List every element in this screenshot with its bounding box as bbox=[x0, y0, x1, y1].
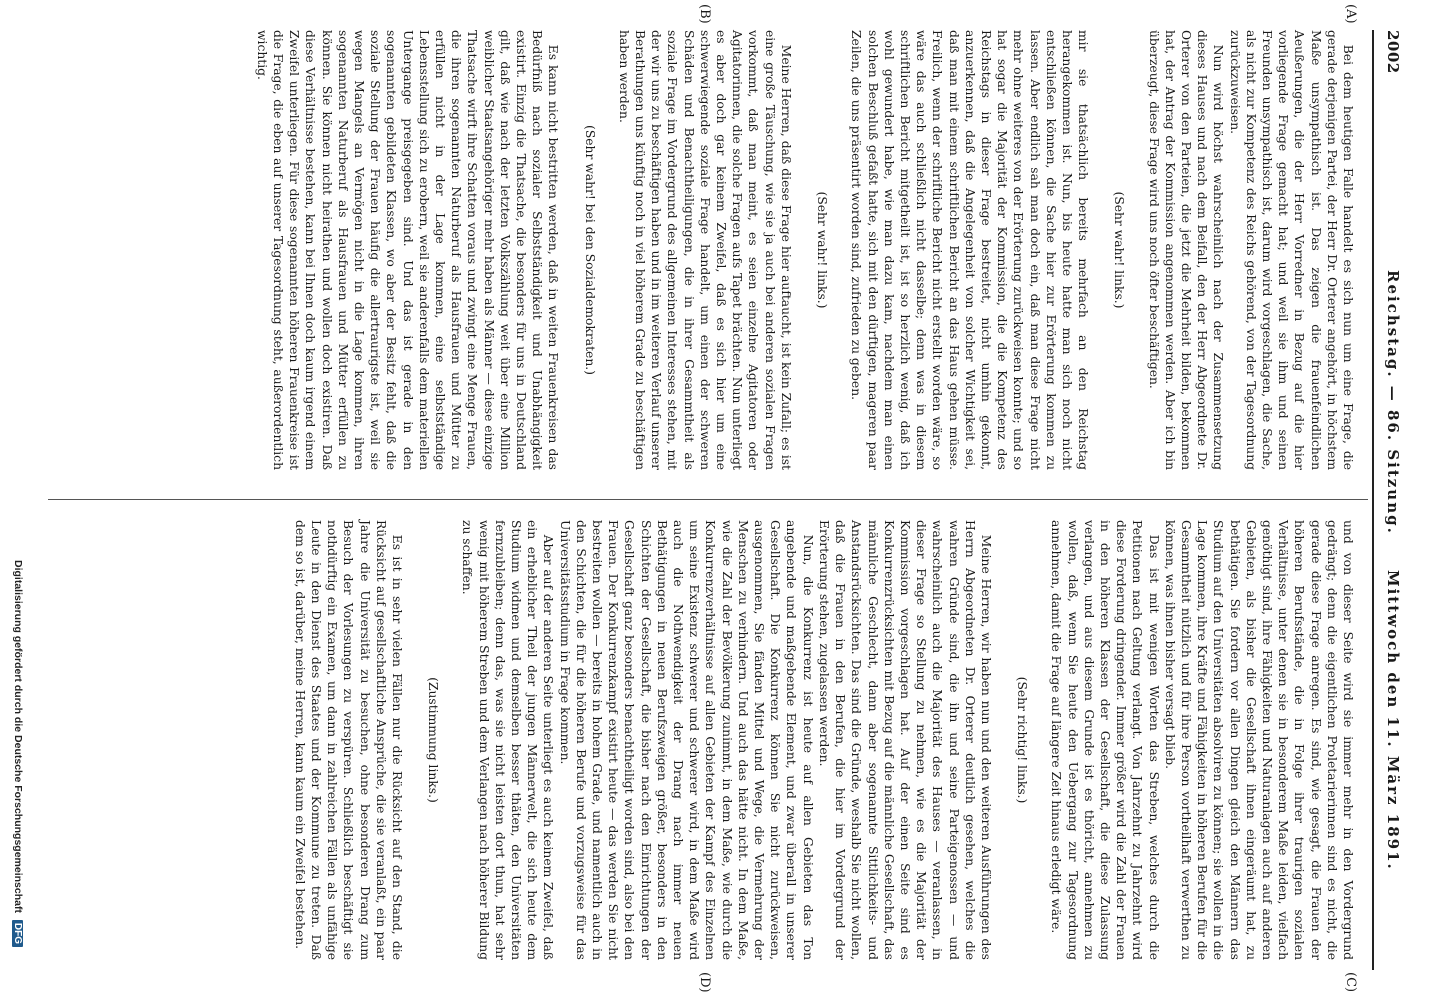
interjection: (Sehr wahr! bei den Sozialdemokraten.) bbox=[582, 125, 597, 375]
interjection: (Sehr wahr! links.) bbox=[1112, 191, 1127, 309]
page-content bbox=[32, 4, 1412, 993]
margin-marker-a: (A) bbox=[1343, 4, 1358, 24]
left-column bbox=[254, 30, 1356, 470]
header-left-title: Reichstag. — 86. Sitzung. bbox=[1384, 270, 1402, 535]
paragraph: Bei dem heutigen Falle handelt es sich nun um eine Frage, die gerade derjenigen Partei, der Herr Dr. Orterer angehört, in höchstem Maße unsympathisch ist. Das zeigen die frauenfeindlichen Aeußerungen, die der Herr Vorredner in Bezug auf die hier vorliegende Frage gemacht hat; und weil sie ihm und seinen Freunden unsympathisch ist, darum wird vorgeschlagen, die Sache, als nicht zur Kompetenz des Reichs gehörend, von der Tagesordnung zurückzuweisen. bbox=[1227, 30, 1355, 470]
right-column bbox=[292, 520, 1356, 960]
paragraph: Nun wird höchst wahrscheinlich nach der Zusammensetzung dieses Hauses und nach dem Beifall, den der Herr Abgeordnete Dr. Orterer von den Parteien, die jetzt die Mehrheit bilden, bekommen hat, der Antrag der Kommission angenommen werden. Aber ich bin überzeugt, diese Frage wird uns noch öfter beschäftigen. bbox=[1146, 30, 1226, 470]
dfg-logo: DFG bbox=[12, 920, 23, 947]
header-right-title: Mittwoch den 11. März 1891. bbox=[1384, 570, 1402, 871]
margin-marker-b: (B) bbox=[697, 4, 712, 24]
paragraph: mir sie thatsächlich bereits mehrfach an den Reichstag herangekommen ist. Nun, bis heute hatte man sich noch nicht entschließen können, die Sache hier zur Erörterung kommen zu lassen. Aber endlich sah man doch ein, daß man diese Frage nicht mehr ohne weiteres von der Erörterung zurückweisen konnte; und so hat sogar die Majorität der Kommission, die die Kompetenz des Reichstags in dieser Frage bestreitet, nicht umhin gekonnt, anzuerkennen, daß die Angelegenheit von solcher Wichtigkeit sei, daß man mit einem schriftlichen Bericht an das Haus gehen müsse. Freilich, wenn der schriftliche Bericht nicht erstellt worden wäre, so wäre das auch schließlich nicht dasselbe; denn was in diesem schriftlichen Bericht mitgetheilt ist, ist so herzlich wenig, daß ich wohl gewundert habe, wie man dazu kam, nachdem man einen solchen Beschluß gefaßt hatte, sich mit den dürftigen, mageren paar Zeilen, die uns präsentirt worden sind, zufrieden zu geben. bbox=[849, 30, 1091, 470]
paragraph: Es kann nicht bestritten werden, daß in weiten Frauenkreisen das Bedürfniß nach sozialer Selbstständigkeit und Unabhängigkeit existirt. Einzig die Thatsache, die besonders für uns in Deutschland gilt, daß wie nach der letzten Volkszählung weit über eine Million weiblicher Staatsangehöriger mehr haben als Männer — diese einzige Thatsache wirft ihre Schatten voraus und zwingt eine Menge Frauen, die ihren sogenannten Naturberuf als Hausfrauen und Mütter zu erfüllen nicht in der Lage kommen, eine selbstständige Lebensstellung sich zu erobern, weil sie anderenfalls dem materiellen Untergange preisgegeben sind. Und das ist gerade in den sogenannten gebildeten Klassen, wo aber der Besitz fehlt, daß die soziale Stellung der Frauen häufig die allertraurigste ist, weil sie wegen Mangels an Vermögen nicht in die Lage kommen, ihren sogenannten Naturberuf als Hausfrauen und Mütter erfüllen zu können. Sie können nicht heirathen und wollen doch existiren. Daß diese Verhältnisse bestehen, kann bei Ihnen doch kaum irgend einem Zweifel unterliegen. Für diese sogenannten höheren Frauenkreise ist die Frage, die eben auf unserer Tagesordnung steht, außerordentlich wichtig. bbox=[254, 30, 561, 470]
interjection: (Sehr wahr! links.) bbox=[815, 191, 830, 309]
margin-marker-c: (C) bbox=[1343, 972, 1358, 993]
margin-marker-d: (D) bbox=[697, 972, 712, 993]
header-rule bbox=[1372, 30, 1374, 970]
credit-text: Digitalisierung gefördert durch die Deutsche Forschungsgemeinschaft bbox=[12, 560, 24, 913]
page-number: 2002 bbox=[1384, 30, 1402, 74]
digitization-credit bbox=[12, 560, 24, 1000]
column-divider bbox=[48, 499, 1368, 500]
paragraph: Meine Herren, wir haben nun und den weiteren Ausführungen des Herrn Abgeordneten Dr. Orterer deutlich gesehen, welches die wahren Gründe sind, die ihn und seine Parteigenossen — und wahrscheinlich auch die Majorität des Hauses — veranlassen, in dieser Frage so Stellung zu nehmen, wie es die Majorität der Kommission vorgeschlagen hat. Auf der einen Seite sind es Konkurrenzrücksichten mit Bezug auf die männliche Gesellschaft, das männliche Geschlecht, dann aber sogenannte Sittlichkeits- und Anstandsrücksichten. Das sind die Gründe, weshalb Sie nicht wollen, daß die Frauen in den Berufen, die hier im Vordergrund der Erörterung stehen, zugelassen werden. bbox=[816, 520, 993, 960]
paragraph: Nun, die Konkurrenz ist heute auf allen Gebieten das Ton angebende und maßgebende Element, und zwar überall in unserer Gesellschaft. Die Konkurrenz können Sie nicht zurückweisen, ausgenommen, Sie fänden Mittel und Wege, die Vermehrung der Menschen zu verhindern. Und auch das hätte nicht. In dem Maße, wie die Zahl der Bevölkerung zunimmt, in dem Maße, wie durch die Konkurrenzverhältnisse auf allen Gebieten der Kampf des Einzelnen um seine Existenz schwerer und schwerer wird, in dem Maße wird auch die Nothwendigkeit der Drang nach immer neuen Bethätigungen in neuen Berufszweigen größer, besonders in den Schichten der Gesellschaft, die bisher nach den Einrichtungen der Gesellschaft ganz besonders benachtheiligt worden sind, also bei den Frauen. Der Konkurrenzkampf existirt heute — das werden Sie nicht bestreiten wollen — bereits in hohem Grade, und namentlich auch in den Schichten, die für die höheren Berufe und vorzugsweise für das Universitätsstudium in Frage kommen. bbox=[557, 520, 815, 960]
paragraph: Aber auf der anderen Seite unterliegt es auch keinem Zweifel, daß ein erheblicher Theil der jungen Männerwelt, die sich heute dem Studium widmen und demselben besser thäten, den Universitäten fernzubleiben; denn das, was sie nicht leisten dort thun, hat sehr wenig mit höherem Streben und dem Verlangen nach höherer Bildung zu schaffen. bbox=[460, 520, 556, 960]
running-header bbox=[1374, 30, 1402, 970]
interjection: (Sehr richtig! links.) bbox=[1015, 676, 1030, 804]
paragraph: Das ist mit wenigen Worten das Streben, welches durch die Petitionen nach Geltung verlangt. Von Jahrzehnt zu Jahrzehnt wird diese Forderung dringender. Immer größer wird die Zahl der Frauen in den höheren Klassen der Gesellschaft, die diese Zulassung verlangen, und aus diesem Grunde ist es thöricht, annehmen zu wollen, daß, wenn Sie heute den Uebergang zur Tagesordnung annehmen, damit die Frage auf längere Zeit hinaus erledigt wäre. bbox=[1049, 520, 1161, 960]
paragraph: Meine Herren, daß diese Frage hier auftaucht, ist kein Zufall; es ist eine große Täuschung, wie sie ja auch bei anderen sozialen Fragen vorkommt, daß man meint, es seien einzelne Agitatoren oder Agitatorinnen, die solche Fragen aufs Tapet brächten. Nun unterliegt es aber doch gar keinem Zweifel, daß es sich hier um eine schwerwiegende soziale Frage handelt, um einen der schweren Schäden und Benachtheiligungen, die in ihrer Gesammtheit als soziale Frage im Vordergrund des allgemeinen Interesses stehen, mit der wir uns zu beschäftigen haben und in im weiteren Verlauf unserer Berathungen uns künftig noch in viel höherem Grade zu beschäftigen haben werden. bbox=[616, 30, 793, 470]
interjection: (Zustimmung links.) bbox=[426, 677, 441, 803]
paragraph: und von dieser Seite wird sie immer mehr in den Vordergrund gedrängt; denn die eigentlichen Proletarierinnen sind es nicht, die gerade diese Frage anregen. Es sind, wie gesagt, die Frauen der höheren Berufsstände, die in Folge ihrer traurigen sozialen Verhältnisse, unter denen sie in besonderem Maße leiden, vielfach genöthigt sind, ihre Fähigkeiten und Naturanlagen auch auf anderen Gebieten, als bisher die Gesellschaft ihnen eingeräumt hat, zu bethätigen. Sie fordern vor allen Dingen gleich den Männern das Studium auf den Universitäten absolviren zu können; sie wollen in die Lage kommen, ihre Kräfte und Fähigkeiten in höheren Berufen für die Gesammtheit nützlich und für ihre Person vortheilhaft verwerthen zu können, was ihnen bisher versagt blieb. bbox=[1162, 520, 1355, 960]
paragraph: Es ist in sehr vielen Fällen nur die Rücksicht auf den Stand, die Rücksicht auf gesellschaftliche Ansprüche, die sie veranlaßt, ein paar Jahre die Universität zu besuchen, ohne besonderen Drang zum Besuch der Vorlesungen zu verspüren. Schließlich beschäftigt sie nothdürftig ein Examen, um dann in zahlreichen Fällen als unfähige Leute in den Dienst des Staates und der Kommune zu treten. Daß dem so ist, darüber, meine Herren, kann kaum ein Zweifel bestehen. bbox=[292, 520, 405, 960]
